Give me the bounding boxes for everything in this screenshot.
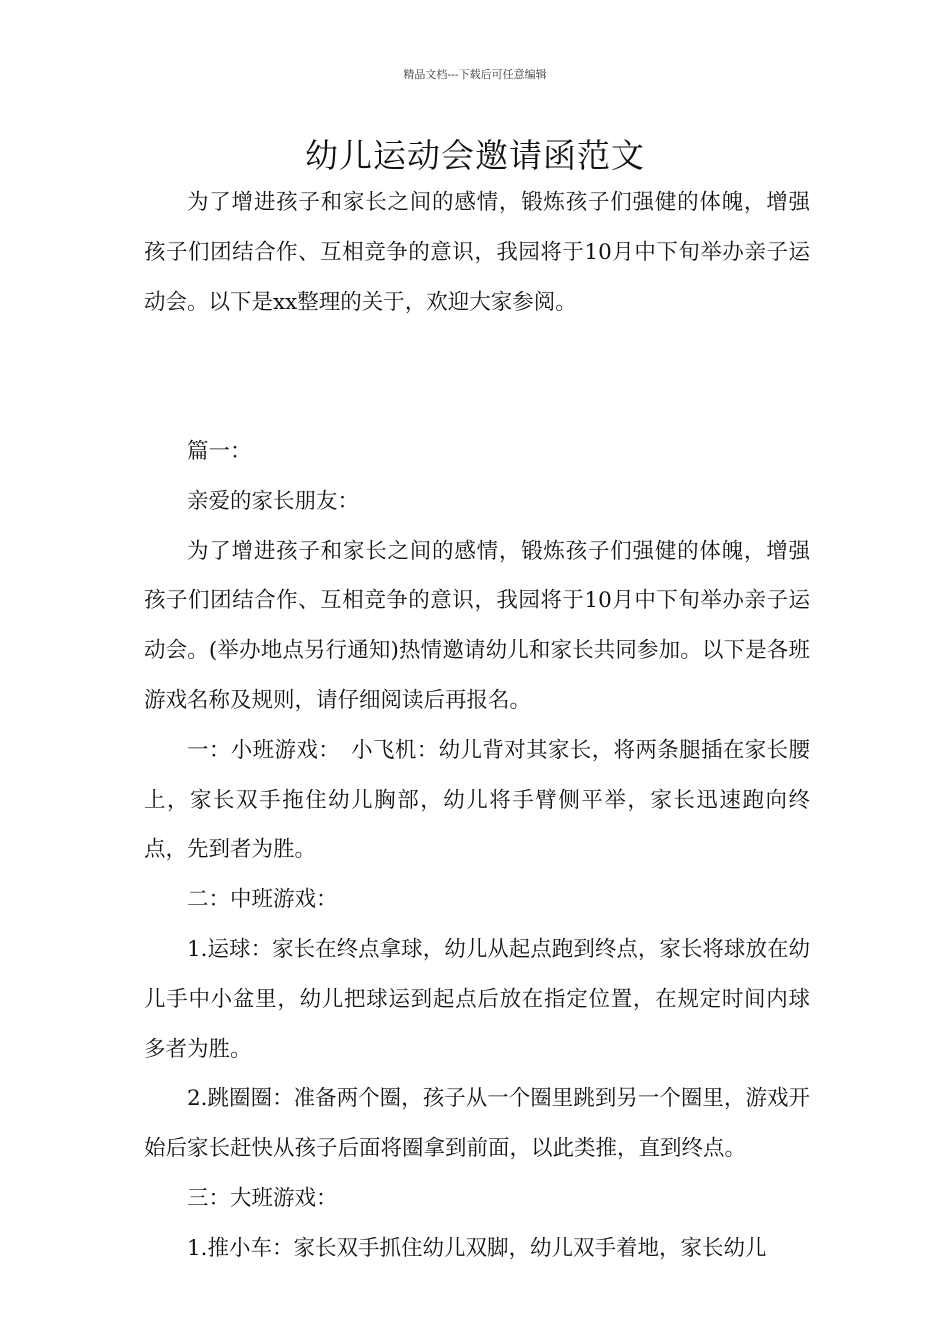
- header-note: 精品文档---下载后可任意编辑: [403, 68, 547, 81]
- small-class-game: 一：小班游戏： 小飞机：幼儿背对其家长，将两条腿插在家长腰上，家长双手拖住幼儿胸部，幼儿将手臂侧平举，家长迅速跑向终点，先到者为胜。: [144, 737, 810, 863]
- middle-class-game-1: 1.运球：家长在终点拿球，幼儿从起点跑到终点，家长将球放在幼儿手中小盆里，幼儿把球运到起点后放在指定位置，在规定时间内球多者为胜。: [144, 936, 810, 1062]
- document-title: 幼儿运动会邀请函范文: [305, 136, 645, 175]
- big-class-heading: 三：大班游戏：: [187, 1185, 338, 1211]
- section-label: 篇一：: [187, 438, 252, 464]
- salutation: 亲爱的家长朋友：: [187, 488, 360, 514]
- invitation-paragraph: 为了增进孩子和家长之间的感情，锻炼孩子们强健的体魄，增强孩子们团结合作、互相竞争的意识，我园将于10月中下旬举办亲子运动会。(举办地点另行通知)热情邀请幼儿和家长共同参加。以下是各班游戏名称及规则，请仔细阅读后再报名。: [144, 538, 810, 713]
- paragraph-gap: [144, 327, 810, 427]
- big-class-game-1: 1.推小车：家长双手抓住幼儿双脚，幼儿双手着地，家长幼儿: [187, 1235, 767, 1261]
- middle-class-heading: 二：中班游戏：: [187, 887, 338, 913]
- intro-paragraph: 为了增进孩子和家长之间的感情，锻炼孩子们强健的体魄，增强孩子们团结合作、互相竞争的意识，我园将于10月中下旬举办亲子运动会。以下是xx整理的关于，欢迎大家参阅。: [144, 190, 810, 315]
- document-body: [144, 178, 810, 1274]
- middle-class-game-2: 2.跳圈圈：准备两个圈，孩子从一个圈里跳到另一个圈里，游戏开始后家长赶快从孩子后面将圈拿到前面，以此类推，直到终点。: [144, 1086, 810, 1162]
